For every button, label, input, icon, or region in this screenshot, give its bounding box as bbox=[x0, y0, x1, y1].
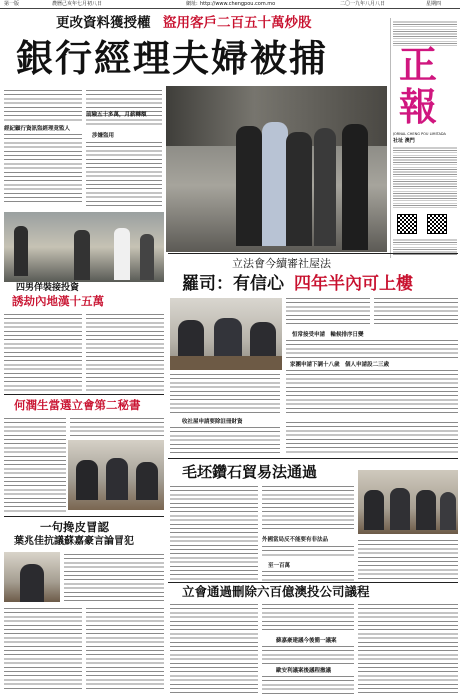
weekday: 星期四 bbox=[426, 1, 442, 7]
lead-body-col2b bbox=[86, 140, 162, 208]
story5-body-col2c bbox=[262, 569, 354, 581]
lead-kicker: 更改資料獲授權 bbox=[56, 15, 151, 31]
story7-body-col3 bbox=[358, 602, 458, 694]
lead-body-col2 bbox=[86, 88, 162, 128]
story6-body-col1b bbox=[4, 606, 82, 692]
story6-body-col2 bbox=[64, 552, 164, 602]
story3-body-f bbox=[170, 425, 280, 455]
story3-body-a bbox=[286, 296, 370, 326]
story5-subhead-a: 外國當局反不能要有非法品 bbox=[262, 537, 329, 543]
publisher-name: JORNAL CHENG POU LIMITADA bbox=[393, 132, 446, 136]
story7-headline: 立會通過刪除六百億澳投公司議程 bbox=[182, 584, 370, 599]
story2-headline-line1: 四男佯裝接投資 bbox=[16, 283, 80, 293]
story4-body-col1 bbox=[4, 416, 66, 514]
story3-kicker: 立法會今續審社屋法 bbox=[232, 257, 331, 270]
story2-headline-line2: 誘劫內地漢十五萬 bbox=[12, 294, 104, 308]
story3-headline-highlight: 四年半內可上樓 bbox=[294, 274, 413, 294]
story5-body-col1 bbox=[170, 484, 258, 580]
contact-info bbox=[393, 146, 457, 208]
secretary-photo bbox=[68, 440, 164, 510]
lead-subhead-3: 涉嫌盜用 bbox=[92, 133, 115, 139]
lead-subhead-1: 經紀顧行資訊盜經理竟監人 bbox=[4, 126, 71, 132]
top-info-bar bbox=[0, 0, 460, 9]
lead-kicker-highlight: 盜用客戶二百五十萬炒股 bbox=[163, 15, 312, 31]
qr-code-icon[interactable] bbox=[427, 214, 447, 234]
masthead-column bbox=[390, 18, 458, 258]
story3-headline: 羅司：有信心 bbox=[182, 274, 284, 294]
lead-body-col1b bbox=[4, 132, 82, 202]
story3-body-e bbox=[286, 368, 458, 416]
story2-body-col1 bbox=[4, 312, 82, 392]
story6-headline-line2: 葉兆佳抗議蘇嘉豪言論冒犯 bbox=[14, 536, 134, 547]
story3-body-d bbox=[170, 372, 280, 416]
story7-body-col1 bbox=[170, 602, 258, 694]
story6-body-col2b bbox=[86, 606, 164, 692]
story5-body-col3 bbox=[358, 538, 458, 580]
site-url[interactable]: http://www.chengpou.com.mo bbox=[200, 1, 276, 7]
ye-photo bbox=[4, 552, 60, 602]
lead-headline: 銀行經理夫婦被捕 bbox=[16, 36, 328, 80]
story7-subhead-a: 蘇嘉豪建議今後簡一議案 bbox=[276, 638, 337, 644]
story7-body-col2c bbox=[262, 674, 354, 694]
story4-headline: 何潤生當選立會第二秘書 bbox=[14, 398, 141, 412]
arrest-photo bbox=[166, 86, 387, 252]
story3-subhead-b: 家團申請下調十八歲 個人申請設二三歲 bbox=[290, 362, 390, 368]
page-number: 第一版 bbox=[4, 1, 20, 7]
story3-body-g bbox=[286, 420, 458, 455]
story3-subhead-a: 恒常接受申請 輪候排序日變 bbox=[292, 332, 364, 338]
lead-subhead-2: 前險五十多萬，月薪轉額 bbox=[86, 112, 147, 118]
qr-code-icon[interactable] bbox=[397, 214, 417, 234]
story7-body-col2b bbox=[262, 644, 354, 664]
story5-body-col2 bbox=[262, 484, 354, 532]
story6-headline-line1: 一句搀皮冒認 bbox=[40, 520, 109, 534]
story5-headline: 毛坯鑽石貿易法通過 bbox=[182, 463, 318, 481]
story7-subhead-b: 歐安利議案後議程撤議 bbox=[276, 668, 332, 674]
story3-top-rule bbox=[168, 253, 458, 254]
masthead-char-bottom: 報 bbox=[399, 84, 438, 129]
address-title: 社址 澳門 bbox=[393, 138, 415, 144]
lead-body-col1 bbox=[4, 88, 82, 122]
story3-body-b bbox=[374, 296, 458, 326]
story4-body-col2 bbox=[70, 416, 164, 438]
lunar-date: 農曆己亥年七月初八日 bbox=[52, 1, 103, 7]
story2-body-col2 bbox=[86, 312, 164, 392]
legislature-photo bbox=[170, 298, 282, 370]
story7-body-col2 bbox=[262, 602, 354, 632]
story5-body-col2b bbox=[262, 544, 354, 558]
story5-subhead-b: 至一百萬 bbox=[268, 563, 291, 569]
issue-date: 二〇一九年八月八日 bbox=[340, 1, 386, 7]
story3-subhead-c: 收社屋申請要除註冊財資 bbox=[182, 419, 243, 425]
masthead-char-top: 正 bbox=[399, 42, 438, 87]
url-label: 網址: bbox=[186, 1, 198, 7]
diamond-photo bbox=[358, 470, 458, 534]
story3-body-c bbox=[286, 338, 458, 358]
